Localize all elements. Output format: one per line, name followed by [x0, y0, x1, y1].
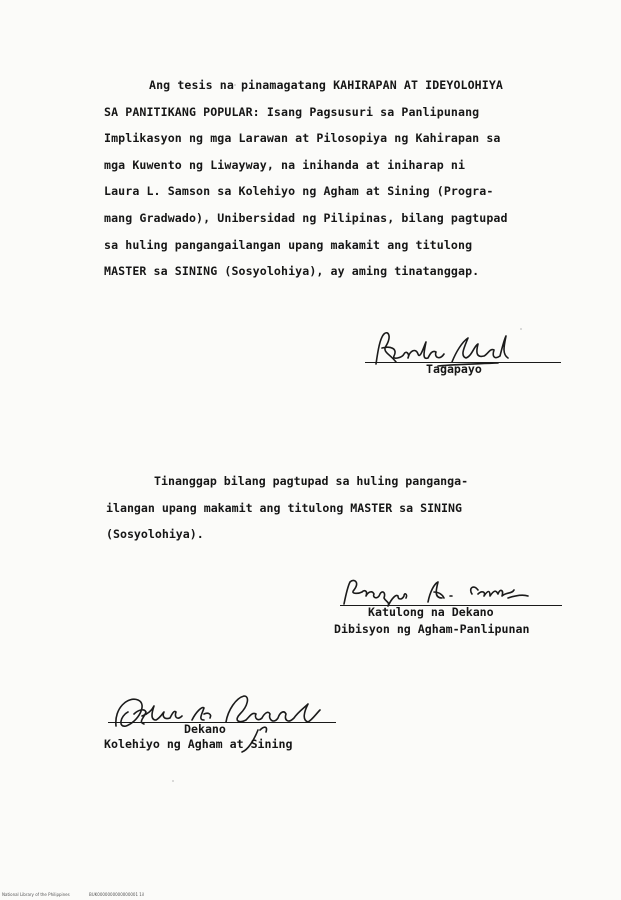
approval-line: SA PANITIKANG POPULAR: Isang Pagsusuri sa Panlipunang: [104, 104, 480, 119]
acceptance-line: Tinanggap bilang pagtupad sa huling panganga-: [154, 474, 469, 488]
scan-speck: [234, 84, 236, 86]
approval-line: mga Kuwento ng Liwayway, na inihanda at iniharap ni: [104, 157, 466, 172]
approval-line: MASTER sa SINING (Sosyolohiya), ay aming tinatanggap.: [104, 264, 480, 279]
acceptance-paragraph: [106, 468, 576, 548]
acceptance-line: (Sosyolohiya).: [106, 527, 204, 542]
scan-speck: [172, 780, 174, 782]
approval-paragraph: [104, 72, 584, 285]
approval-line: mang Gradwado), Unibersidad ng Pilipinas, bilang pagtupad: [104, 210, 508, 225]
acceptance-line: ilangan upang makamit ang titulong MASTER sa SINING: [106, 500, 462, 515]
associate-dean-title: Katulong na Dekano: [368, 605, 494, 619]
footer-code: BUK0000000000000001 1il: [89, 892, 145, 897]
scan-speck: [520, 328, 522, 330]
dean-college: Kolehiyo ng Agham at Sining: [104, 737, 293, 751]
scan-speck: [248, 218, 250, 220]
scan-footer: [2, 892, 162, 897]
adviser-title: Tagapayo: [426, 362, 482, 376]
footer-library: National Library of the Philippines: [2, 892, 70, 897]
approval-line: Laura L. Samson sa Kolehiyo ng Agham at Sining (Progra-: [104, 184, 494, 199]
associate-dean-division: Dibisyon ng Agham-Panlipunan: [334, 622, 530, 636]
approval-line: Ang tesis na pinamagatang KAHIRAPAN AT IDEYOLOHIYA: [149, 78, 504, 92]
dean-title: Dekano: [184, 722, 226, 736]
approval-line: sa huling pangangailangan upang makamit ang titulong: [104, 237, 473, 252]
approval-line: Implikasyon ng mga Larawan at Pilosopiya ng Kahirapan sa: [104, 131, 501, 146]
